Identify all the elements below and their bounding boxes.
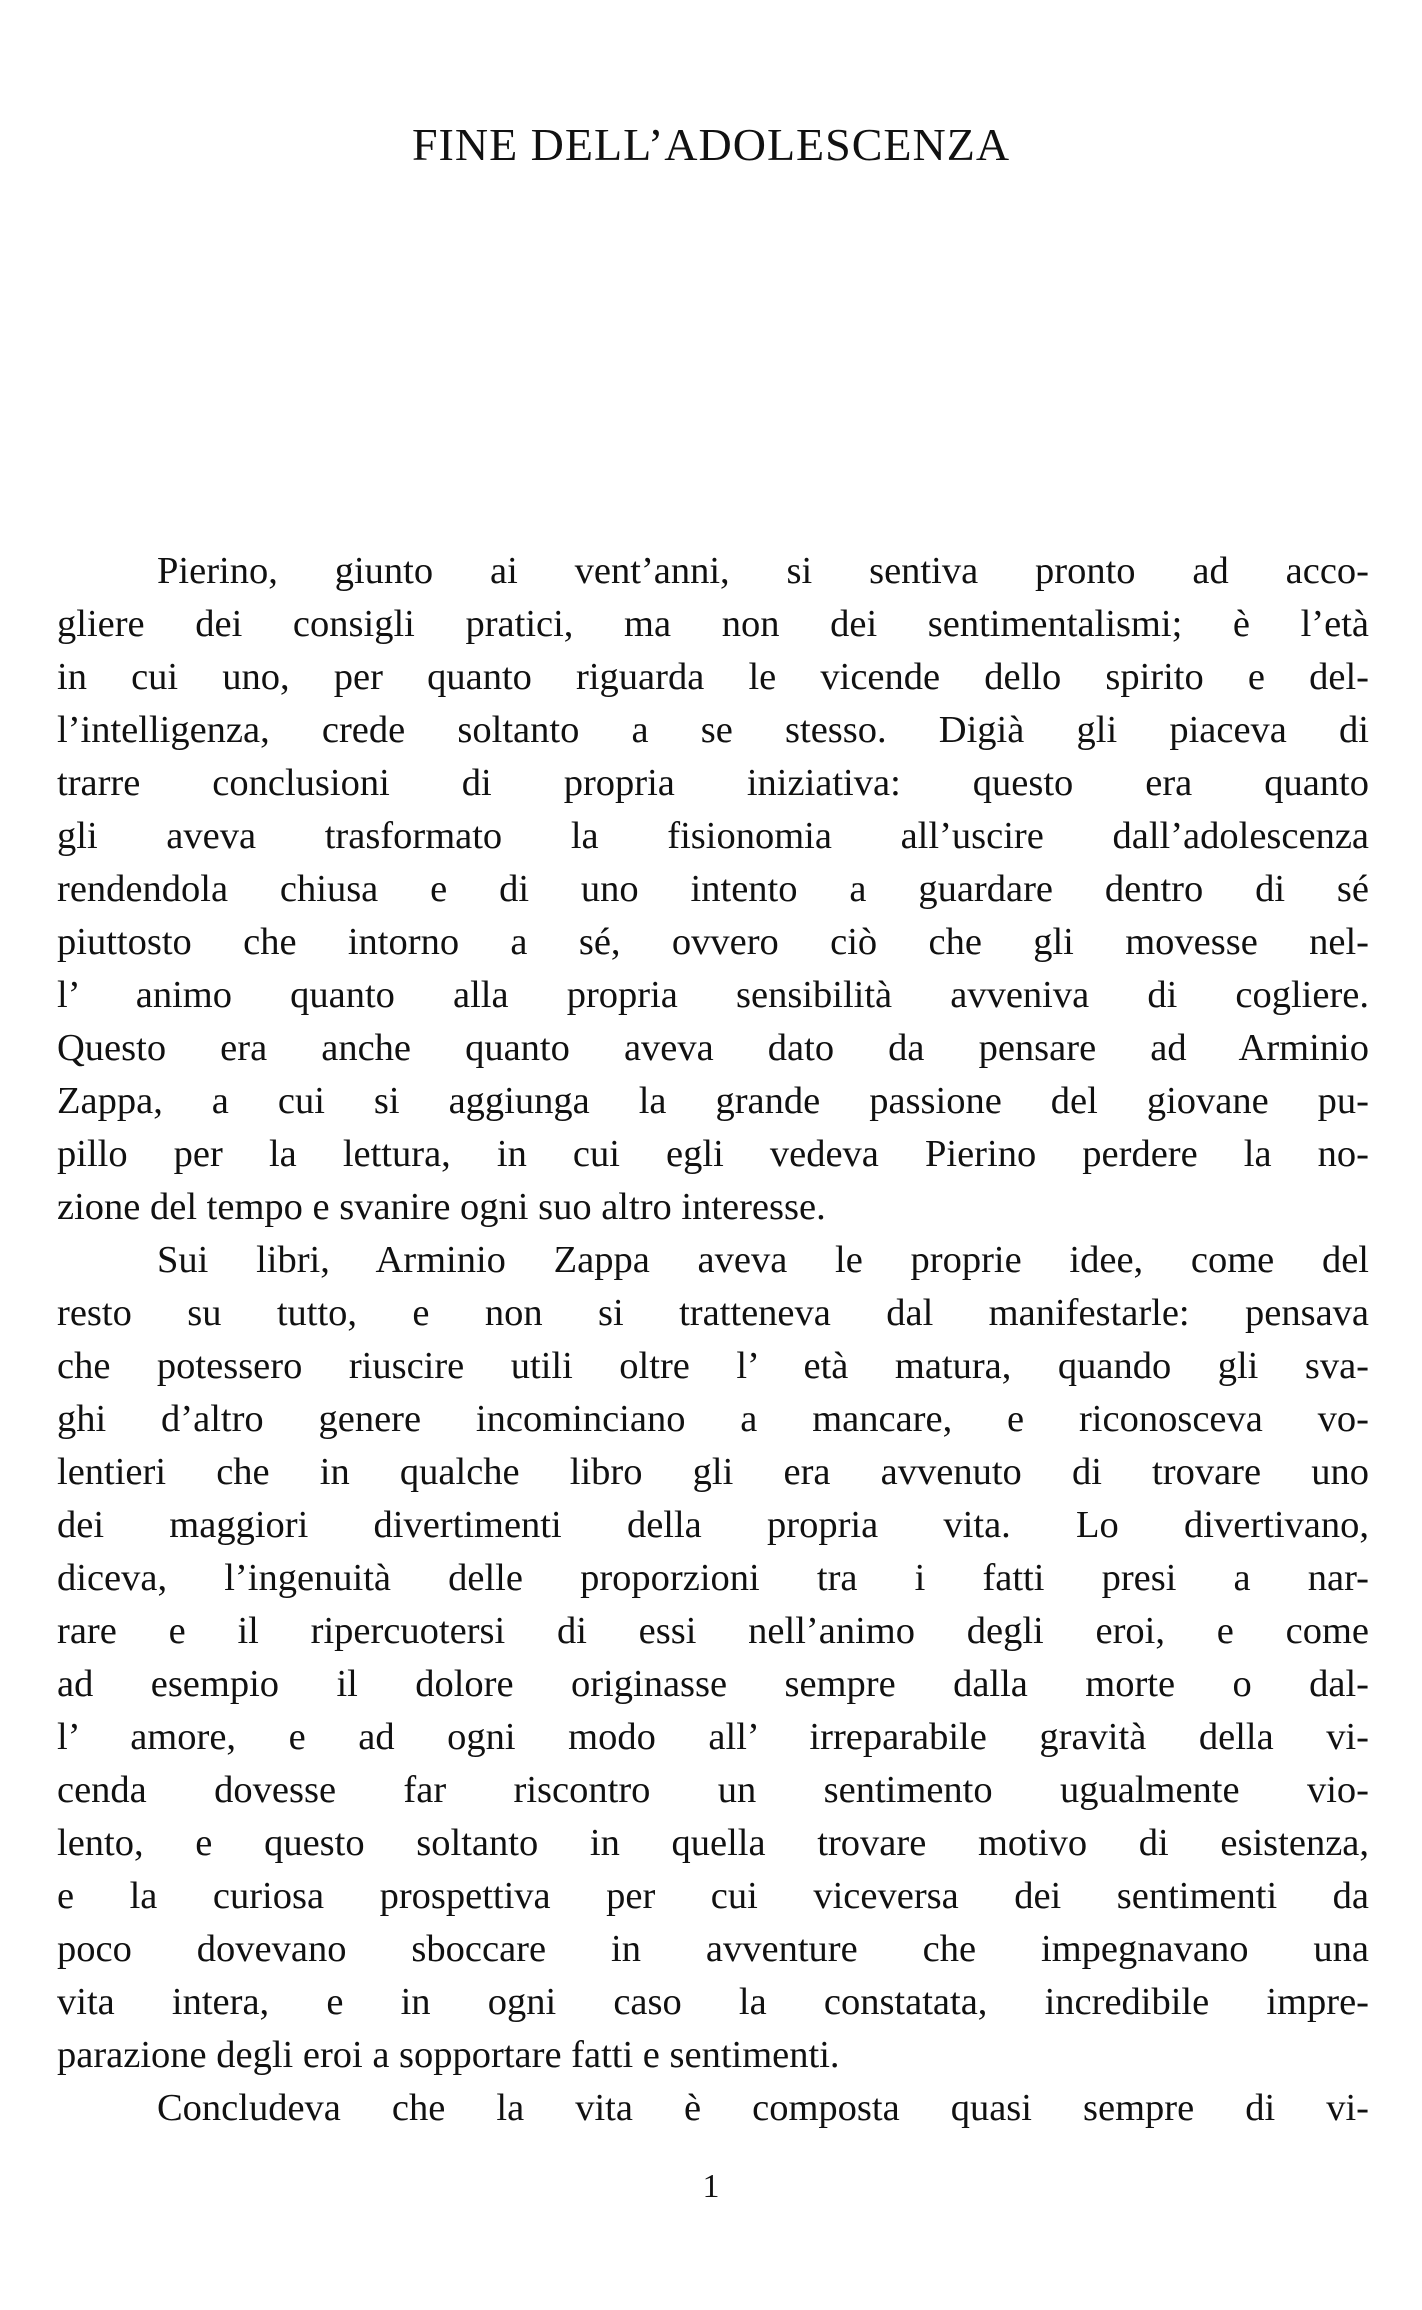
- text-line: Concludeva che la vita è composta quasi sempre di vi-: [157, 2087, 1369, 2129]
- text-line: parazione degli eroi a sopportare fatti e sentimenti.: [57, 2034, 840, 2076]
- text-line: zione del tempo e svanire ogni suo altro interesse.: [57, 1186, 826, 1228]
- text-line: trarre conclusioni di propria iniziativa: questo era quanto: [57, 762, 1369, 804]
- text-line: Sui libri, Arminio Zappa aveva le proprie idee, come del: [157, 1239, 1369, 1281]
- text-line: cenda dovesse far riscontro un sentimento ugualmente vio-: [57, 1769, 1369, 1811]
- text-line: lento, e questo soltanto in quella trovare motivo di esistenza,: [57, 1822, 1369, 1864]
- text-line: e la curiosa prospettiva per cui viceversa dei sentimenti da: [57, 1875, 1369, 1917]
- text-line: l’ animo quanto alla propria sensibilità avveniva di cogliere.: [57, 974, 1369, 1016]
- text-line: pillo per la lettura, in cui egli vedeva Pierino perdere la no-: [57, 1133, 1369, 1175]
- text-line: che potessero riuscire utili oltre l’ età matura, quando gli sva-: [57, 1345, 1369, 1387]
- text-line: lentieri che in qualche libro gli era avvenuto di trovare uno: [57, 1451, 1369, 1493]
- body-text: [57, 545, 1369, 2135]
- chapter-title: FINE DELL’ADOLESCENZA: [411, 119, 1011, 170]
- text-line: l’intelligenza, crede soltanto a se stesso. Digià gli piaceva di: [57, 709, 1369, 751]
- text-line: Pierino, giunto ai vent’anni, si sentiva pronto ad acco-: [157, 550, 1369, 592]
- text-line: resto su tutto, e non si tratteneva dal manifestarle: pensava: [57, 1292, 1369, 1334]
- text-line: l’ amore, e ad ogni modo all’ irreparabile gravità della vi-: [57, 1716, 1369, 1758]
- page-number: 1: [702, 2168, 720, 2205]
- text-line: rare e il ripercuotersi di essi nell’animo degli eroi, e come: [57, 1610, 1369, 1652]
- text-line: diceva, l’ingenuità delle proporzioni tra i fatti presi a nar-: [57, 1557, 1369, 1599]
- text-line: rendendola chiusa e di uno intento a guardare dentro di sé: [57, 868, 1369, 910]
- text-line: dei maggiori divertimenti della propria vita. Lo divertivano,: [57, 1504, 1369, 1546]
- text-line: poco dovevano sboccare in avventure che impegnavano una: [57, 1928, 1369, 1970]
- text-line: gli aveva trasformato la fisionomia all’uscire dall’adolescenza: [57, 815, 1369, 857]
- text-line: gliere dei consigli pratici, ma non dei sentimentalismi; è l’età: [57, 603, 1369, 645]
- text-line: Questo era anche quanto aveva dato da pensare ad Arminio: [57, 1027, 1369, 1069]
- text-line: piuttosto che intorno a sé, ovvero ciò che gli movesse nel-: [57, 921, 1369, 963]
- text-line: ghi d’altro genere incominciano a mancare, e riconosceva vo-: [57, 1398, 1369, 1440]
- text-line: in cui uno, per quanto riguarda le vicende dello spirito e del-: [57, 656, 1369, 698]
- text-line: Zappa, a cui si aggiunga la grande passione del giovane pu-: [57, 1080, 1369, 1122]
- text-line: ad esempio il dolore originasse sempre dalla morte o dal-: [57, 1663, 1369, 1705]
- text-line: vita intera, e in ogni caso la constatata, incredibile impre-: [57, 1981, 1369, 2023]
